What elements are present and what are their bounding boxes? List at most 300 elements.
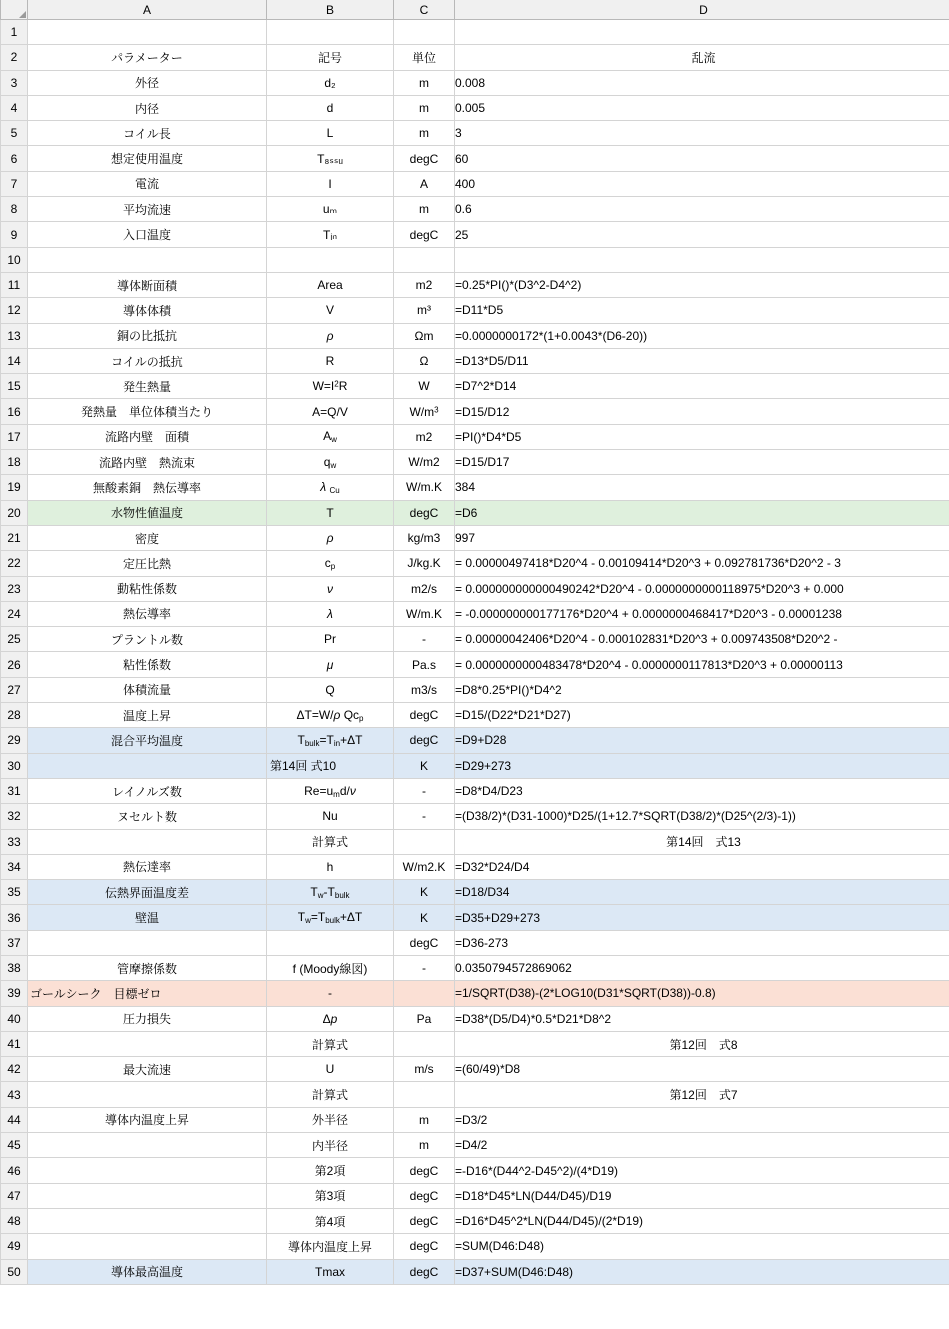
row-header-47[interactable]: 47 <box>1 1183 28 1208</box>
cell-b15[interactable]: $W=I^2R$ <box>267 374 394 399</box>
row-header-32[interactable]: 32 <box>1 804 28 829</box>
cell-a24[interactable]: 熱伝導率 <box>28 601 267 626</box>
cell-a31[interactable]: レイノルズ数 <box>28 778 267 803</box>
cell-d34[interactable]: =D32*D24/D4 <box>455 854 949 879</box>
row-header-7[interactable]: 7 <box>1 171 28 196</box>
table-row[interactable] <box>1 627 949 652</box>
table-row[interactable] <box>1 955 949 980</box>
cell-c5[interactable]: m <box>394 121 455 146</box>
cell-a1[interactable] <box>28 20 267 45</box>
cell-a45[interactable] <box>28 1133 267 1158</box>
cell-c39[interactable] <box>394 981 455 1006</box>
cell-b35[interactable]: $T_w-T_{bulk}$ <box>267 880 394 905</box>
cell-c30[interactable]: K <box>394 753 455 778</box>
row-header-10[interactable]: 10 <box>1 247 28 272</box>
cell-d11[interactable]: =0.25*PI()*(D3^2-D4^2) <box>455 272 949 297</box>
row-header-31[interactable]: 31 <box>1 778 28 803</box>
cell-c25[interactable]: - <box>394 627 455 652</box>
cell-c24[interactable]: W/m.K <box>394 601 455 626</box>
table-row[interactable] <box>1 753 949 778</box>
table-row[interactable] <box>1 981 949 1006</box>
cell-c29[interactable]: degC <box>394 728 455 753</box>
cell-b44[interactable]: 外半径 <box>267 1107 394 1132</box>
cell-d48[interactable]: =D16*D45^2*LN(D44/D45)/(2*D19) <box>455 1208 949 1233</box>
table-row[interactable] <box>1 576 949 601</box>
table-row[interactable] <box>1 298 949 323</box>
table-row[interactable] <box>1 450 949 475</box>
cell-b31[interactable]: $Re=u_md/\nu$ <box>267 778 394 803</box>
cell-c16[interactable]: $W/m^3$ <box>394 399 455 424</box>
cell-b46[interactable]: 第2項 <box>267 1158 394 1183</box>
cell-a39[interactable]: ゴールシーク 目標ゼロ <box>28 981 267 1006</box>
cell-a16[interactable]: 発熱量 単位体積当たり <box>28 399 267 424</box>
cell-a27[interactable]: 体積流量 <box>28 677 267 702</box>
cell-a11[interactable]: 導体断面積 <box>28 272 267 297</box>
cell-a21[interactable]: 密度 <box>28 525 267 550</box>
cell-d29[interactable]: =D9+D28 <box>455 728 949 753</box>
cell-c4[interactable]: m <box>394 95 455 120</box>
cell-b7[interactable]: I <box>267 171 394 196</box>
cell-d20[interactable]: =D6 <box>455 500 949 525</box>
cell-d27[interactable]: =D8*0.25*PI()*D4^2 <box>455 677 949 702</box>
row-header-18[interactable]: 18 <box>1 450 28 475</box>
cell-a50[interactable]: 導体最高温度 <box>28 1259 267 1284</box>
table-row[interactable] <box>1 652 949 677</box>
table-row[interactable] <box>1 70 949 95</box>
cell-b23[interactable]: ν <box>267 576 394 601</box>
cell-d37[interactable]: =D36-273 <box>455 930 949 955</box>
row-header-48[interactable]: 48 <box>1 1208 28 1233</box>
cell-b22[interactable]: $c_p$ <box>267 551 394 576</box>
cell-b18[interactable]: $q_w$ <box>267 450 394 475</box>
cell-b10[interactable] <box>267 247 394 272</box>
cell-c23[interactable]: m2/s <box>394 576 455 601</box>
row-header-22[interactable]: 22 <box>1 551 28 576</box>
cell-c12[interactable]: m³ <box>394 298 455 323</box>
cell-a40[interactable]: 圧力損失 <box>28 1006 267 1031</box>
cell-a41[interactable] <box>28 1031 267 1056</box>
cell-a12[interactable]: 導体体積 <box>28 298 267 323</box>
row-header-43[interactable]: 43 <box>1 1082 28 1107</box>
cell-b1[interactable] <box>267 20 394 45</box>
row-header-16[interactable]: 16 <box>1 399 28 424</box>
cell-d32[interactable]: =(D38/2)*(D31-1000)*D25/(1+12.7*SQRT(D38/2)*(D25^(2/3)-1)) <box>455 804 949 829</box>
cell-c26[interactable]: Pa.s <box>394 652 455 677</box>
cell-d8[interactable]: 0.6 <box>455 197 949 222</box>
table-row[interactable] <box>1 1234 949 1259</box>
cell-a28[interactable]: 温度上昇 <box>28 703 267 728</box>
cell-c32[interactable]: - <box>394 804 455 829</box>
cell-d16[interactable]: =D15/D12 <box>455 399 949 424</box>
table-row[interactable] <box>1 272 949 297</box>
row-header-26[interactable]: 26 <box>1 652 28 677</box>
cell-c9[interactable]: degC <box>394 222 455 247</box>
cell-d39[interactable]: =1/SQRT(D38)-(2*LOG10(D31*SQRT(D38))-0.8) <box>455 981 949 1006</box>
row-header-5[interactable]: 5 <box>1 121 28 146</box>
cell-a13[interactable]: 銅の比抵抗 <box>28 323 267 348</box>
table-row[interactable] <box>1 703 949 728</box>
cell-b19[interactable]: λ $_{Cu}$ <box>267 475 394 500</box>
row-header-33[interactable]: 33 <box>1 829 28 854</box>
table-row[interactable] <box>1 475 949 500</box>
table-row[interactable] <box>1 930 949 955</box>
cell-b5[interactable]: L <box>267 121 394 146</box>
cell-a36[interactable]: 壁温 <box>28 905 267 930</box>
cell-a35[interactable]: 伝熱界面温度差 <box>28 880 267 905</box>
cell-c34[interactable]: W/m2.K <box>394 854 455 879</box>
cell-b28[interactable]: ΔT=W/ρ $Qc_p$ <box>267 703 394 728</box>
cell-c11[interactable]: m2 <box>394 272 455 297</box>
cell-c41[interactable] <box>394 1031 455 1056</box>
cell-d40[interactable]: =D38*(D5/D4)*0.5*D21*D8^2 <box>455 1006 949 1031</box>
cell-c20[interactable]: degC <box>394 500 455 525</box>
table-row[interactable] <box>1 20 949 45</box>
cell-b43[interactable]: 計算式 <box>267 1082 394 1107</box>
row-header-28[interactable]: 28 <box>1 703 28 728</box>
cell-b20[interactable]: T <box>267 500 394 525</box>
cell-d30[interactable]: =D29+273 <box>455 753 949 778</box>
row-header-40[interactable]: 40 <box>1 1006 28 1031</box>
table-row[interactable] <box>1 880 949 905</box>
cell-d3[interactable]: 0.008 <box>455 70 949 95</box>
cell-b14[interactable]: R <box>267 348 394 373</box>
row-header-36[interactable]: 36 <box>1 905 28 930</box>
cell-c38[interactable]: - <box>394 955 455 980</box>
cell-a5[interactable]: コイル長 <box>28 121 267 146</box>
cell-d22[interactable]: = 0.00000497418*D20^4 - 0.00109414*D20^3 + 0.092781736*D20^2 - 3 <box>455 551 949 576</box>
table-row[interactable] <box>1 1082 949 1107</box>
cell-b3[interactable]: d₂ <box>267 70 394 95</box>
cell-d49[interactable]: =SUM(D46:D48) <box>455 1234 949 1259</box>
table-row[interactable] <box>1 778 949 803</box>
cell-a25[interactable]: プラントル数 <box>28 627 267 652</box>
cell-b2[interactable]: 記号 <box>267 45 394 70</box>
table-row[interactable] <box>1 95 949 120</box>
cell-a48[interactable] <box>28 1208 267 1233</box>
cell-c18[interactable]: W/m2 <box>394 450 455 475</box>
cell-b41[interactable]: 計算式 <box>267 1031 394 1056</box>
cell-c13[interactable]: Ωm <box>394 323 455 348</box>
cell-c35[interactable]: K <box>394 880 455 905</box>
cell-d4[interactable]: 0.005 <box>455 95 949 120</box>
column-header-d[interactable]: D <box>455 0 949 20</box>
cell-b34[interactable]: h <box>267 854 394 879</box>
cell-d1[interactable] <box>455 20 949 45</box>
table-row[interactable] <box>1 424 949 449</box>
table-row[interactable] <box>1 551 949 576</box>
cell-c28[interactable]: degC <box>394 703 455 728</box>
table-row[interactable] <box>1 374 949 399</box>
table-row[interactable] <box>1 1259 949 1284</box>
cell-b27[interactable]: Q <box>267 677 394 702</box>
table-row[interactable] <box>1 677 949 702</box>
table-row[interactable] <box>1 45 949 70</box>
cell-d41[interactable]: 第12回 式8 <box>455 1031 949 1056</box>
cell-c45[interactable]: m <box>394 1133 455 1158</box>
cell-d31[interactable]: =D8*D4/D23 <box>455 778 949 803</box>
cell-d7[interactable]: 400 <box>455 171 949 196</box>
cell-b30[interactable]: 第14回 式10 <box>267 753 394 778</box>
cell-c36[interactable]: K <box>394 905 455 930</box>
cell-b16[interactable]: A=Q/V <box>267 399 394 424</box>
cell-b36[interactable]: $T_w=T_{bulk}+\Delta T$ <box>267 905 394 930</box>
table-row[interactable] <box>1 905 949 930</box>
cell-d6[interactable]: 60 <box>455 146 949 171</box>
cell-b24[interactable]: λ <box>267 601 394 626</box>
cell-a20[interactable]: 水物性値温度 <box>28 500 267 525</box>
cell-b32[interactable]: Nu <box>267 804 394 829</box>
cell-a15[interactable]: 発生熱量 <box>28 374 267 399</box>
cell-a6[interactable]: 想定使用温度 <box>28 146 267 171</box>
row-header-12[interactable]: 12 <box>1 298 28 323</box>
cell-d38[interactable]: 0.0350794572869062 <box>455 955 949 980</box>
cell-c42[interactable]: m/s <box>394 1057 455 1082</box>
table-row[interactable] <box>1 146 949 171</box>
table-row[interactable] <box>1 1183 949 1208</box>
cell-c7[interactable]: A <box>394 171 455 196</box>
row-header-27[interactable]: 27 <box>1 677 28 702</box>
cell-d19[interactable]: 384 <box>455 475 949 500</box>
cell-d33[interactable]: 第14回 式13 <box>455 829 949 854</box>
cell-b6[interactable]: T₈ₛₛᵤ <box>267 146 394 171</box>
cell-c40[interactable]: Pa <box>394 1006 455 1031</box>
row-header-8[interactable]: 8 <box>1 197 28 222</box>
cell-c21[interactable]: kg/m3 <box>394 525 455 550</box>
row-header-49[interactable]: 49 <box>1 1234 28 1259</box>
cell-c22[interactable]: J/kg.K <box>394 551 455 576</box>
cell-a26[interactable]: 粘性係数 <box>28 652 267 677</box>
cell-d14[interactable]: =D13*D5/D11 <box>455 348 949 373</box>
cell-a2[interactable]: パラメーター <box>28 45 267 70</box>
cell-b48[interactable]: 第4項 <box>267 1208 394 1233</box>
cell-c1[interactable] <box>394 20 455 45</box>
cell-d36[interactable]: =D35+D29+273 <box>455 905 949 930</box>
row-header-11[interactable]: 11 <box>1 272 28 297</box>
cell-d25[interactable]: = 0.00000042406*D20^4 - 0.000102831*D20^3 + 0.009743508*D20^2 - <box>455 627 949 652</box>
cell-a14[interactable]: コイルの抵抗 <box>28 348 267 373</box>
cell-b17[interactable]: $A_w$ <box>267 424 394 449</box>
cell-d46[interactable]: =-D16*(D44^2-D45^2)/(4*D19) <box>455 1158 949 1183</box>
row-header-23[interactable]: 23 <box>1 576 28 601</box>
cell-c2[interactable]: 単位 <box>394 45 455 70</box>
column-header-c[interactable]: C <box>394 0 455 20</box>
table-row[interactable] <box>1 1006 949 1031</box>
table-row[interactable] <box>1 222 949 247</box>
cell-c43[interactable] <box>394 1082 455 1107</box>
row-header-39[interactable]: 39 <box>1 981 28 1006</box>
cell-a4[interactable]: 内径 <box>28 95 267 120</box>
cell-c27[interactable]: m3/s <box>394 677 455 702</box>
row-header-46[interactable]: 46 <box>1 1158 28 1183</box>
cell-c48[interactable]: degC <box>394 1208 455 1233</box>
cell-a8[interactable]: 平均流速 <box>28 197 267 222</box>
cell-a38[interactable]: 管摩擦係数 <box>28 955 267 980</box>
row-header-45[interactable]: 45 <box>1 1133 28 1158</box>
cell-d26[interactable]: = 0.0000000000483478*D20^4 - 0.0000000117813*D20^3 + 0.00000113 <box>455 652 949 677</box>
cell-b11[interactable]: Area <box>267 272 394 297</box>
cell-c17[interactable]: m2 <box>394 424 455 449</box>
cell-c10[interactable] <box>394 247 455 272</box>
cell-d42[interactable]: =(60/49)*D8 <box>455 1057 949 1082</box>
column-header-b[interactable]: B <box>267 0 394 20</box>
row-header-50[interactable]: 50 <box>1 1259 28 1284</box>
row-header-30[interactable]: 30 <box>1 753 28 778</box>
cell-a46[interactable] <box>28 1158 267 1183</box>
cell-a29[interactable]: 混合平均温度 <box>28 728 267 753</box>
cell-a3[interactable]: 外径 <box>28 70 267 95</box>
row-header-6[interactable]: 6 <box>1 146 28 171</box>
table-row[interactable] <box>1 525 949 550</box>
cell-b25[interactable]: Pr <box>267 627 394 652</box>
cell-d18[interactable]: =D15/D17 <box>455 450 949 475</box>
cell-a34[interactable]: 熱伝達率 <box>28 854 267 879</box>
cell-d47[interactable]: =D18*D45*LN(D44/D45)/D19 <box>455 1183 949 1208</box>
cell-d13[interactable]: =0.0000000172*(1+0.0043*(D6-20)) <box>455 323 949 348</box>
cell-a42[interactable]: 最大流速 <box>28 1057 267 1082</box>
row-header-17[interactable]: 17 <box>1 424 28 449</box>
cell-a23[interactable]: 動粘性係数 <box>28 576 267 601</box>
cell-b8[interactable]: uₘ <box>267 197 394 222</box>
cell-a30[interactable] <box>28 753 267 778</box>
cell-a33[interactable] <box>28 829 267 854</box>
cell-c47[interactable]: degC <box>394 1183 455 1208</box>
table-row[interactable] <box>1 171 949 196</box>
row-header-2[interactable]: 2 <box>1 45 28 70</box>
cell-a10[interactable] <box>28 247 267 272</box>
cell-a49[interactable] <box>28 1234 267 1259</box>
column-header-a[interactable]: A <box>28 0 267 20</box>
table-row[interactable] <box>1 1107 949 1132</box>
cell-a37[interactable] <box>28 930 267 955</box>
cell-d43[interactable]: 第12回 式7 <box>455 1082 949 1107</box>
cell-c31[interactable]: - <box>394 778 455 803</box>
cell-b13[interactable]: ρ <box>267 323 394 348</box>
table-row[interactable] <box>1 121 949 146</box>
row-header-42[interactable]: 42 <box>1 1057 28 1082</box>
table-row[interactable] <box>1 1133 949 1158</box>
table-row[interactable] <box>1 399 949 424</box>
cell-b42[interactable]: U <box>267 1057 394 1082</box>
table-row[interactable] <box>1 197 949 222</box>
table-row[interactable] <box>1 829 949 854</box>
row-header-38[interactable]: 38 <box>1 955 28 980</box>
row-header-3[interactable]: 3 <box>1 70 28 95</box>
cell-d28[interactable]: =D15/(D22*D21*D27) <box>455 703 949 728</box>
row-header-14[interactable]: 14 <box>1 348 28 373</box>
cell-b38[interactable]: f (Moody線図) <box>267 955 394 980</box>
cell-a44[interactable]: 導体内温度上昇 <box>28 1107 267 1132</box>
cell-c44[interactable]: m <box>394 1107 455 1132</box>
cell-d24[interactable]: = -0.000000000177176*D20^4 + 0.0000000468417*D20^3 - 0.00001238 <box>455 601 949 626</box>
row-header-13[interactable]: 13 <box>1 323 28 348</box>
cell-c8[interactable]: m <box>394 197 455 222</box>
table-row[interactable] <box>1 348 949 373</box>
cell-a32[interactable]: ヌセルト数 <box>28 804 267 829</box>
cell-d44[interactable]: =D3/2 <box>455 1107 949 1132</box>
table-row[interactable] <box>1 601 949 626</box>
table-row[interactable] <box>1 728 949 753</box>
cell-b26[interactable]: μ <box>267 652 394 677</box>
table-row[interactable] <box>1 247 949 272</box>
row-header-29[interactable]: 29 <box>1 728 28 753</box>
cell-d50[interactable]: =D37+SUM(D46:D48) <box>455 1259 949 1284</box>
cell-d15[interactable]: =D7^2*D14 <box>455 374 949 399</box>
row-header-15[interactable]: 15 <box>1 374 28 399</box>
table-row[interactable] <box>1 1031 949 1056</box>
cell-d10[interactable] <box>455 247 949 272</box>
cell-b40[interactable]: Δp <box>267 1006 394 1031</box>
table-row[interactable] <box>1 323 949 348</box>
cell-d12[interactable]: =D11*D5 <box>455 298 949 323</box>
cell-b29[interactable]: $T_{bulk}=T_{in}+\Delta T$ <box>267 728 394 753</box>
cell-c46[interactable]: degC <box>394 1158 455 1183</box>
table-row[interactable] <box>1 1158 949 1183</box>
cell-b12[interactable]: V <box>267 298 394 323</box>
cell-b9[interactable]: Tᵢₙ <box>267 222 394 247</box>
cell-a17[interactable]: 流路内壁 面積 <box>28 424 267 449</box>
cell-c19[interactable]: W/m.K <box>394 475 455 500</box>
select-all-corner[interactable] <box>1 0 28 20</box>
cell-a9[interactable]: 入口温度 <box>28 222 267 247</box>
table-row[interactable] <box>1 1057 949 1082</box>
row-header-21[interactable]: 21 <box>1 525 28 550</box>
row-header-25[interactable]: 25 <box>1 627 28 652</box>
row-header-35[interactable]: 35 <box>1 880 28 905</box>
cell-d9[interactable]: 25 <box>455 222 949 247</box>
row-header-41[interactable]: 41 <box>1 1031 28 1056</box>
cell-b47[interactable]: 第3項 <box>267 1183 394 1208</box>
table-row[interactable] <box>1 500 949 525</box>
cell-a22[interactable]: 定圧比熱 <box>28 551 267 576</box>
cell-b21[interactable]: ρ <box>267 525 394 550</box>
row-header-9[interactable]: 9 <box>1 222 28 247</box>
cell-b4[interactable]: d <box>267 95 394 120</box>
row-header-4[interactable]: 4 <box>1 95 28 120</box>
row-header-19[interactable]: 19 <box>1 475 28 500</box>
row-header-24[interactable]: 24 <box>1 601 28 626</box>
cell-d2[interactable]: 乱流 <box>455 45 949 70</box>
row-header-37[interactable]: 37 <box>1 930 28 955</box>
row-header-34[interactable]: 34 <box>1 854 28 879</box>
cell-b49[interactable]: 導体内温度上昇 <box>267 1234 394 1259</box>
row-header-44[interactable]: 44 <box>1 1107 28 1132</box>
cell-c50[interactable]: degC <box>394 1259 455 1284</box>
cell-c6[interactable]: degC <box>394 146 455 171</box>
cell-b50[interactable]: Tmax <box>267 1259 394 1284</box>
cell-d45[interactable]: =D4/2 <box>455 1133 949 1158</box>
cell-c14[interactable]: Ω <box>394 348 455 373</box>
cell-a43[interactable] <box>28 1082 267 1107</box>
table-row[interactable] <box>1 804 949 829</box>
cell-d21[interactable]: 997 <box>455 525 949 550</box>
table-row[interactable] <box>1 854 949 879</box>
cell-c33[interactable] <box>394 829 455 854</box>
cell-c49[interactable]: degC <box>394 1234 455 1259</box>
cell-b37[interactable] <box>267 930 394 955</box>
table-row[interactable] <box>1 1208 949 1233</box>
cell-b33[interactable]: 計算式 <box>267 829 394 854</box>
cell-a19[interactable]: 無酸素銅 熱伝導率 <box>28 475 267 500</box>
row-header-20[interactable]: 20 <box>1 500 28 525</box>
cell-d35[interactable]: =D18/D34 <box>455 880 949 905</box>
cell-b45[interactable]: 内半径 <box>267 1133 394 1158</box>
cell-d17[interactable]: =PI()*D4*D5 <box>455 424 949 449</box>
cell-c37[interactable]: degC <box>394 930 455 955</box>
cell-d5[interactable]: 3 <box>455 121 949 146</box>
cell-b39[interactable]: - <box>267 981 394 1006</box>
cell-a7[interactable]: 電流 <box>28 171 267 196</box>
row-header-1[interactable]: 1 <box>1 20 28 45</box>
